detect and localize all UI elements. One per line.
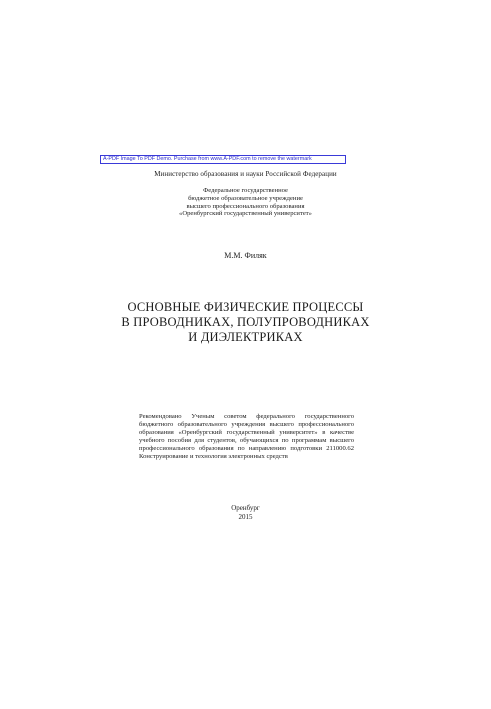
- city-name: Оренбург: [231, 504, 260, 512]
- author-name: М.М. Филяк: [224, 251, 267, 260]
- ministry-name: Министерство образования и науки Российской Федерации: [154, 170, 337, 178]
- university-line-2: бюджетное образовательное учреждение: [188, 194, 303, 202]
- recommendation-paragraph: Рекомендовано Ученым советом федерального государственного бюджетного образовательного учреждения высшего профессионального образования «Оренбургский государственный университет» в качестве учебного пособия для студентов, обучающихся по программам высшего профессионального образования по направлению подготовки 211000.62 Конструирование и технология электронных средств: [139, 413, 354, 460]
- title-line-1: ОСНОВНЫЕ ФИЗИЧЕСКИЕ ПРОЦЕССЫ: [127, 300, 364, 314]
- university-line-3: высшего профессионального образования: [186, 202, 305, 210]
- document-title: [0, 300, 491, 345]
- imprint-block: [0, 504, 491, 522]
- university-line-4: «Оренбургский государственный университет»: [179, 210, 312, 218]
- university-block: [0, 187, 491, 218]
- university-line-1: Федеральное государственное: [203, 187, 288, 194]
- publication-year: 2015: [238, 513, 253, 521]
- title-line-2: В ПРОВОДНИКАХ, ПОЛУПРОВОДНИКАХ: [121, 315, 370, 329]
- watermark-banner: A-PDF Image To PDF Demo. Purchase from www.A-PDF.com to remove the watermark: [100, 155, 346, 164]
- title-line-3: И ДИЭЛЕКТРИКАХ: [188, 330, 303, 344]
